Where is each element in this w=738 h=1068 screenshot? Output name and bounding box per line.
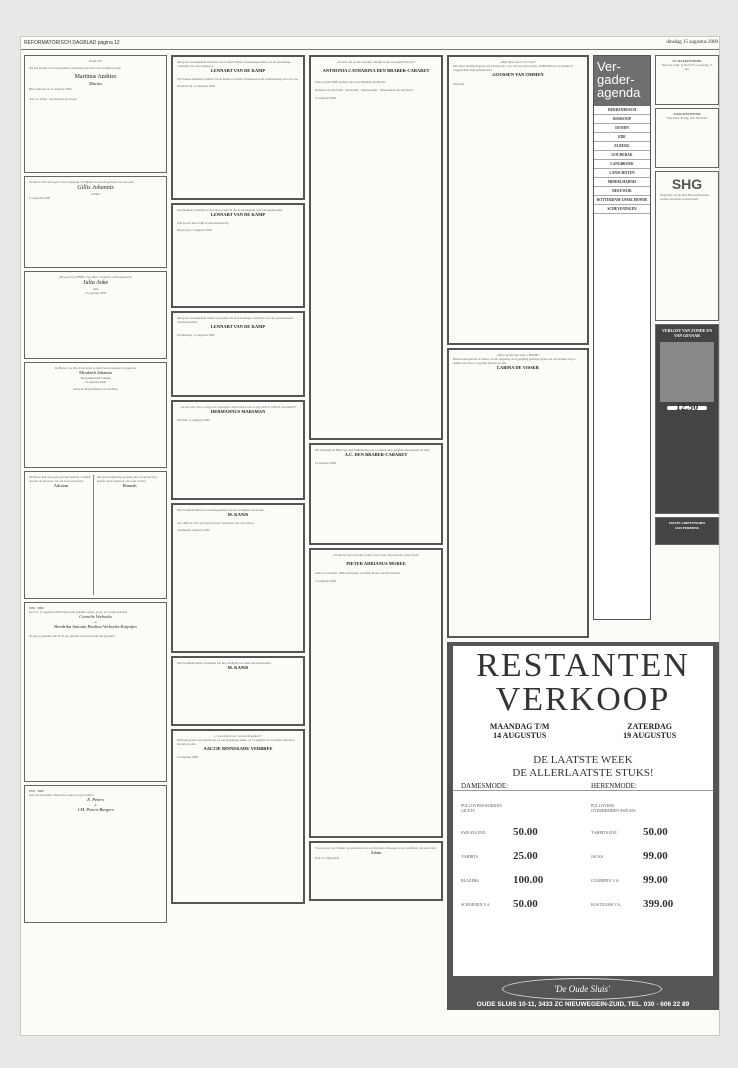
date-end: 19 AUGUSTUS (623, 731, 677, 740)
agenda-item (594, 124, 650, 133)
page-header (21, 37, 720, 50)
child-nickname: We noemen haar Lisanne (80, 376, 111, 380)
book-price: 12,50 (667, 406, 707, 410)
ad-dates (453, 722, 713, 740)
child-name: Martinus Andries (74, 74, 117, 80)
birth-announcement-3: Het geen Gij, HEER, Uw volken / bestemt, wordt uitgevoerd Julia Anke Julia 15 augustus 2000 (24, 271, 167, 359)
death-notice-1: Met grote verslagenheid en intens veel verdriet hebben wij kennisgenomen van het plotselinge overlijden van onze kleinzoon LENNART VAN DE KAMP Wij wensen Albertine, familie Van de Kamp en familie Thomassen Gods ondersteuning en troost toe. Woudenberg, 12 augustus 2000 (171, 55, 305, 200)
item-label: COLBERTS V.A. (591, 877, 620, 883)
ad-slogan (453, 754, 713, 780)
ad-title: ZWAGWESTEINDE (673, 112, 701, 116)
agenda-item-place: LANGBROEK (610, 162, 634, 166)
item-label: T-SHIRTS (461, 853, 478, 859)
death-notice-6: Met droefheid namen wij kennis van het overlijden van onze oud-medewerker M. KANIS (171, 656, 305, 726)
birth-announcement-4: De Heere, van Wie al het leven is, heeft lieven gespaard en gegeven Elisabeth Johanna We noemen haar Lisanne 14 augustus 2000 Jurian en Marja Mudde-van den Berg (24, 362, 167, 468)
birth-date: 15 augustus 2000 (84, 291, 107, 295)
price-row (453, 892, 713, 916)
verse: Psalm 116 (89, 59, 102, 63)
price-row (453, 796, 713, 820)
agenda-item (594, 133, 650, 142)
birth-announcement-5: De Heere, Die leven gaf en leven spaarde, verblijdt ons met de geboorte van ons zoon en broertje Adriaan Met grote blijdschap en dank aan God geven wij u kennis van de geboorte van onze dochter Hannah (24, 471, 167, 599)
hotel-title: HOTEL DREVENORD OOSTERBEEK (669, 521, 705, 530)
agenda-item (594, 196, 650, 205)
item-label: KOSTUUMS V.A. (591, 901, 622, 907)
deceased-name: LABINA DE VISSER (497, 365, 539, 370)
date: 12 augustus 2000 (315, 96, 336, 100)
agenda-item (594, 205, 650, 214)
child-name: Julia Anke (82, 280, 109, 286)
item-price: 50.00 (513, 898, 538, 910)
deceased-name: LENNART VAN DE KAMP (210, 68, 266, 73)
child-name: Elisabeth Johanna (79, 370, 112, 375)
child-nickname: Julia (92, 287, 99, 291)
header-left: REFORMATORISCH DAGBLAD pagina 12 (24, 40, 120, 46)
couple-name: Hendrika Antonia Paulina Verhoeks-Kuijntjes (54, 624, 137, 629)
agenda-item-place: BOSKOOP (613, 117, 631, 121)
deceased-name: M. KANIS (227, 665, 249, 670)
ad-title-1: RESTANTEN (476, 647, 690, 684)
death-notice-12: „Want Gij zijt mijn hulp, o HEERE” Heden behaagde het de Heere, na een langdurig doch geduldig gedragen lijden, uit ons midden weg te nemen onze lieve, zorgzame moeder en oma LABINA DE VISSER (447, 348, 589, 638)
death-notice-9: Het behaagde de Heere uit onze familiekring weg te nemen onze geliefde schoonzuster en tante A.C. DEN BRABER-CABARET 12 augustus 2000 (309, 443, 443, 545)
couple-name: E. Peters (87, 797, 104, 802)
item-label: SWEATS ENZ. (461, 829, 487, 835)
side-ads (655, 55, 719, 548)
place-date: 12 augustus 2000 (177, 755, 198, 759)
deceased-name: HERMANNUS MARSMAN (210, 409, 266, 414)
item-label: PULLOVERS ROKKEN GILETS (461, 803, 502, 813)
date-start: 14 AUGUSTUS (493, 731, 547, 740)
womens-heading: DAMESMODE: (461, 782, 509, 790)
place-date: Barneveld, 11 augustus 2000 (177, 228, 212, 232)
child-nickname: Marius (88, 81, 102, 86)
thanks-notice: Voor de zeer vele blijken van medeleven die wij mochten ontvangen na het overlijden van onze lieve Adam Fam. A. Slingerland (309, 841, 443, 901)
birth-announcement-2: De Heere, Die leven gaf en leven spaarde, verblijdde ons met de geboorte van ons zoon Gillis Johannis Gillian 17 augustus 2000 (24, 176, 167, 268)
agenda-item (594, 106, 650, 115)
agenda-item-place: MIDDELHARNIS (607, 180, 637, 184)
child-name: Adriaan (53, 483, 69, 488)
place-date: Aagtekerke, augustus 2000 (177, 528, 210, 532)
death-notice-2: Geschrokken vernamen we het droeve bericht, dat is verongelukt onze oud-medewerker LENNART VAN DE KAMP Zijn trouwe inzet blijft in onze herinnering. Barneveld, 11 augustus 2000 (171, 203, 305, 308)
conjunction: & (94, 803, 97, 807)
death-notice-4: „Al zou mijn vlees en mijn hart bezwijken, mijns harten rots en mijn deel is GOD in eeuwigheid” HERMANNUS MARSMAN Wierden, 11 augustus 2000 (171, 400, 305, 500)
meeting-agenda (593, 55, 651, 620)
anniversary-announcement-2: 1970 · 2000 Getrouw bevonden. Onze lieve ouders en grootouders E. Peters & J.M. Peters-Burgers (24, 785, 167, 923)
agenda-header (594, 56, 650, 106)
column-deaths-3 (447, 55, 589, 641)
agenda-item (594, 142, 650, 151)
death-notice-8: „Ik weet, dat al wat God doet, dat dat in der eeuwigheid zijn zal” ANTHONIA CATHARINA DEN BRABER-CABARET sinds 14 juni 1988 weduwe van Gerrit Marinus den Braber Krimpen aan den IJssel · Rotterdam · Alblasserdam · Nieuwerkerk aan den IJssel 12 augustus 2000 (309, 55, 443, 440)
header-date: dinsdag 15 augustus 2000 (666, 40, 718, 45)
slogan-2: DE ALLERLAATSTE STUKS! (512, 767, 654, 779)
child-name: Gillis Johannis (77, 185, 114, 191)
years: 1950 · 2000 (29, 606, 44, 610)
agenda-item (594, 169, 650, 178)
date: 14 augustus 2000 (315, 579, 336, 583)
item-label: BLAZERS (461, 877, 479, 883)
years: 1970 · 2000 (29, 789, 44, 793)
deceased-name: M. KANIS (227, 512, 249, 517)
ad-book (655, 324, 719, 514)
deceased-name: LENNART VAN DE KAMP (210, 324, 266, 329)
ad-shg: SHG Uitgeverij van de Ned. Hervormde Kerk. Gezins-bejaarden en jeugdwerk. (655, 171, 719, 321)
price-row (453, 844, 713, 868)
death-notice-3: Met grote verslagenheid namen wij kennis van het plotselinge overlijden van onze gewaardeerde oud-medewerker LENNART VAN DE KAMP Woudenberg, 11 augustus 2000 (171, 311, 305, 397)
agenda-item-place: LANSCHOTEN (609, 171, 635, 175)
book-cover-image (660, 342, 714, 402)
ad-title: ST. MAARTENSDIJK (672, 59, 702, 63)
price-table (453, 796, 713, 916)
date: 12 augustus 2000 (315, 461, 336, 465)
ad-hotel (655, 517, 719, 545)
couple-name: J.M. Peters-Burgers (77, 807, 114, 812)
family-name: Fam. A. Slingerland (315, 856, 340, 860)
item-price: 50.00 (643, 826, 668, 838)
ad-panel (453, 646, 713, 976)
birth-date: Hij is geboren op 11 augustus 2000 (29, 87, 72, 91)
shg-logo: SHG (671, 176, 703, 192)
agenda-item-place: DOORN (615, 126, 629, 130)
birth-announcement-1: Psalm 116 Als een bewijs van Gods goedheid ontvingen wij onze zoon en mijn broertje Martinus Andries Marius Hij is geboren op 11 augustus 2000 Arno en Joline · Stoomhoeve-de Voogd (24, 55, 167, 173)
agenda-item-place: HERKENBOSCH (607, 108, 637, 112)
item-price: 99.00 (643, 874, 668, 886)
agenda-item-place: EDE (618, 135, 626, 139)
item-label: T-SHIRTS ENZ. (591, 829, 618, 835)
couple-name: Cornelis Verhoeks (79, 614, 112, 619)
anniversary-announcement-1: 1950 · 2000 Op D.V. 17 augustus 2000 hopen onze geliefde ouders, groot- en overgrootouders Cornelis Verhoeks en Hendrika Antonia Paulina Verhoeks-Kuijntjes de dag te gedenken dat zij 50 jaar geleden in het huwelijk zijn getreden. (24, 602, 167, 782)
item-price: 25.00 (513, 850, 538, 862)
item-label: SCHOENEN V.A. (461, 901, 491, 907)
deceased-name: A.C. DEN BRABER-CABARET (344, 452, 408, 457)
item-price: 50.00 (513, 826, 538, 838)
agenda-item (594, 115, 650, 124)
price-row (453, 820, 713, 844)
newspaper-page (20, 36, 720, 1036)
ad-restanten-verkoop (447, 642, 719, 1010)
agenda-item (594, 151, 650, 160)
agenda-item-place: SCHEVENINGEN (607, 207, 637, 211)
death-notice-5: Met droefheid hebben we kennisgenomen van het overlijden van de heer M. KANIS Van 1984 tot 1971 was hij als koster verbonden aan onze school. Aagtekerke, augustus 2000 (171, 503, 305, 653)
store-name: 'De Oude Sluis' (554, 984, 610, 994)
child-name: Hannah (122, 483, 137, 488)
column-births (24, 55, 167, 926)
death-notice-11: „Mijn tijden zijn in Uw hand” Met diepe droefheid geven wij u kennis dat, voor ons nog onverwacht, de HEERE uit ons midden is weggenomen mijn geliefde man GOOSSEN VAN OMMEN Nijverdal (447, 55, 589, 345)
agenda-list (594, 106, 650, 214)
date-end-label: ZATERDAG (627, 722, 672, 731)
agenda-item-place: ROTTERDAM-IJSSELMONDE (596, 198, 648, 202)
place-date: Woudenberg, 11 augustus 2000 (177, 333, 215, 337)
column-deaths-1 (171, 55, 305, 907)
book-title: VERLOST VAN ZONDE EN VAN GEVAAR (662, 328, 712, 338)
deceased-name: PIETER ADRIANUS MOREE (346, 561, 406, 566)
child-nickname: Gillian (91, 192, 100, 196)
ad-church-2: ZWAGWESTEINDE Vrije Herv. Evang. Geb. Belsande (655, 108, 719, 168)
death-notice-10: „En dat het vlees niet dan verderf, den Geest, Zijn hemelse wezen hooft” PIETER ADRIANUS MOREE sinds 12 november 1996 weduwnaar van Dirje Moree-van der Wouden 14 augustus 2000 (309, 548, 443, 838)
item-price: 399.00 (643, 898, 674, 910)
death-notice-7: „U gevoelden voor God wordt gedacht” Bedroefd geven wij u kennis dat, na een langdurige ziekte, op 12 augustus is overleden onze lieve moeder en oma AALTJE BINNEKADE-VERBREE 12 augustus 2000 (171, 729, 305, 904)
deceased-name: GOOSSEN VAN OMMEN (492, 72, 544, 77)
date-start-label: MAANDAG T/M (489, 722, 550, 731)
place: Nijverdal (453, 82, 465, 86)
column-deaths-2 (309, 55, 443, 904)
birth-date: 17 augustus 2000 (29, 196, 51, 200)
item-price: 100.00 (513, 874, 544, 886)
conjunction: en (94, 620, 97, 624)
ad-columns (453, 782, 713, 791)
item-label: JACKS (591, 853, 604, 859)
slogan-1: DE LAATSTE WEEK (533, 754, 633, 766)
deceased-name: AALTJE BINNEKADE-VERBREE (203, 746, 273, 751)
agenda-title-1: Ver- (597, 59, 621, 74)
store-logo (502, 978, 662, 1000)
item-label: PULLOVERS OVERHEMDEN SWEATS (591, 803, 636, 813)
agenda-title-2: gader- (597, 72, 635, 87)
agenda-item (594, 178, 650, 187)
agenda-title-3: agenda (597, 85, 641, 100)
store-address: OUDE SLUIS 10-11, 3433 ZC NIEUWEGEIN-ZUID, TEL. 030 - 606 22 89 (476, 1001, 690, 1008)
birth-date: 14 augustus 2000 (85, 380, 106, 384)
agenda-item-place: GOUDERAK (611, 153, 633, 157)
agenda-item (594, 160, 650, 169)
price-row (453, 868, 713, 892)
ad-church-1: ST. MAARTENSDIJK Oud Ger. Gem. in Ned. D.V. woensdag 17 aug. (655, 55, 719, 105)
agenda-item (594, 187, 650, 196)
mens-heading: HERENMODE: (591, 782, 637, 790)
deceased-name: ANTHONIA CATHARINA DEN BRABER-CABARET (322, 68, 430, 73)
agenda-item-place: REEUWIJK (612, 189, 632, 193)
place-date: Wierden, 11 augustus 2000 (177, 418, 210, 422)
deceased-name: Adam (370, 850, 382, 855)
place-date: Woudenberg, 12 augustus 2000 (177, 84, 215, 88)
ad-title-2: VERKOOP (495, 681, 671, 718)
deceased-name: LENNART VAN DE KAMP (210, 212, 266, 217)
agenda-item-place: ELBURG (614, 144, 630, 148)
item-price: 99.00 (643, 850, 668, 862)
